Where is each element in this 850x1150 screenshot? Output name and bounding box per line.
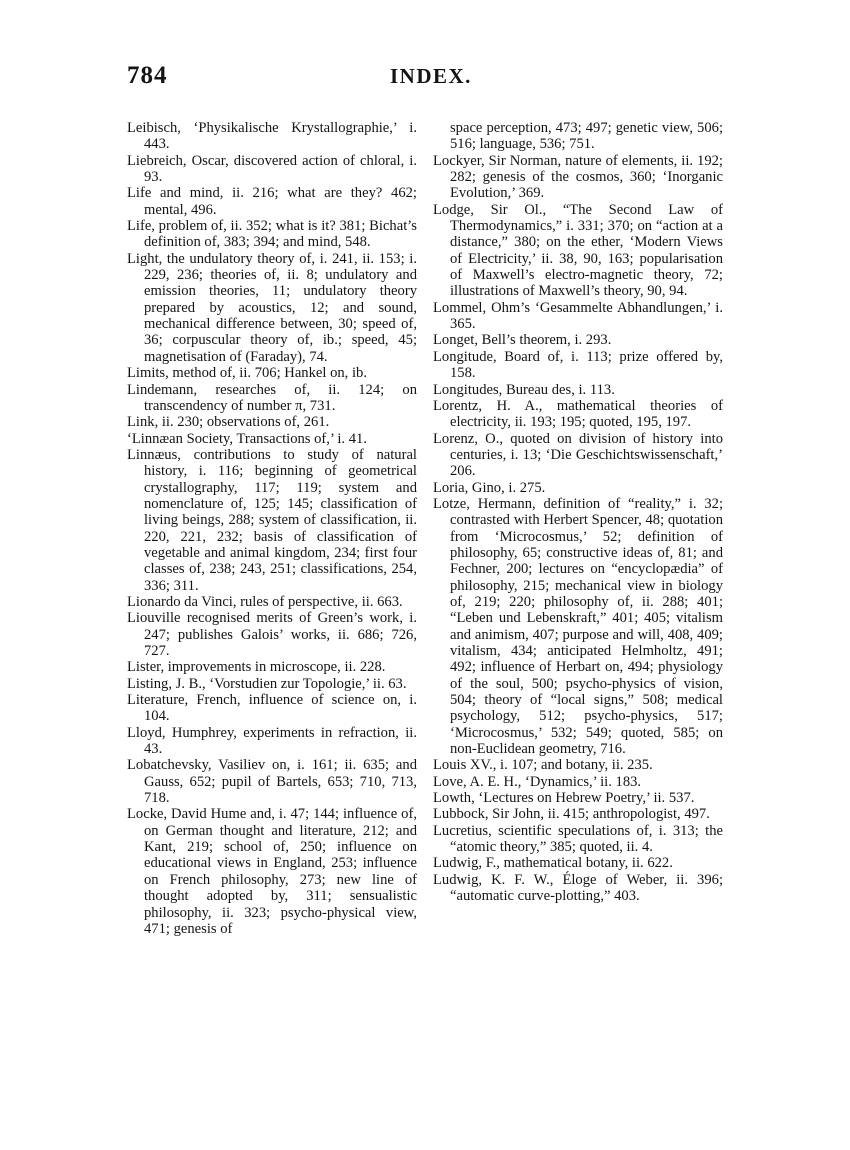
page-number: 784: [127, 62, 168, 89]
index-entry: Life and mind, ii. 216; what are they? 462; mental, 496.: [127, 185, 417, 218]
index-entry: Light, the undulatory theory of, i. 241, ii. 153; i. 229, 236; theories of, ii. 8; undulatory and emission theories, 11; undulatory theory prepared by acoustics, 12; and sound, mechanical difference between, 30; speed of, 36; corpuscular theory of, ib.; speed, 45; magnetisation of (Faraday), 74.: [127, 250, 417, 365]
index-column-left: [127, 120, 417, 937]
index-entry: Longet, Bell’s theorem, i. 293.: [433, 332, 612, 349]
index-entry: Leibisch, ‘Physikalische Krystallographie,’ i. 443.: [127, 120, 417, 153]
index-entry: Liouville recognised merits of Green’s work, i. 247; publishes Galois’ works, ii. 686; 726, 727.: [127, 610, 417, 659]
index-entry: Longitudes, Bureau des, i. 113.: [433, 381, 615, 398]
index-entry: Lloyd, Humphrey, experiments in refraction, ii. 43.: [127, 724, 417, 758]
index-entry: Longitude, Board of, i. 113; prize offered by, 158.: [433, 348, 723, 382]
index-entry: Linnæus, contributions to study of natural history, i. 116; beginning of geometrical crystallography, 117; 119; system and nomenclature of, 125; 145; classification of living beings, 288; system of classification, ii. 220, 221, 232; basis of classification of vegetable and animal kingdom, 234; first four classes of, 238; 243, 251; classifications, 254, 336; 311.: [127, 446, 417, 594]
index-column-right: [433, 120, 723, 905]
index-entry: Lorentz, H. A., mathematical theories of electricity, ii. 193; 195; quoted, 195, 197.: [433, 397, 723, 431]
index-entry: Ludwig, K. F. W., Éloge of Weber, ii. 396; “automatic curve-plotting,” 403.: [433, 871, 723, 905]
index-entry: Love, A. E. H., ‘Dynamics,’ ii. 183.: [433, 773, 642, 790]
index-entry: Loria, Gino, i. 275.: [433, 479, 546, 496]
index-entry: Lowth, ‘Lectures on Hebrew Poetry,’ ii. 537.: [433, 790, 695, 807]
index-entry: Listing, J. B., ‘Vorstudien zur Topologie,’ ii. 63.: [127, 675, 407, 692]
running-head: INDEX.: [390, 64, 472, 88]
index-entry: Limits, method of, ii. 706; Hankel on, ib.: [127, 365, 367, 382]
index-entry: Lubbock, Sir John, ii. 415; anthropologist, 497.: [433, 806, 710, 823]
index-entry: Lucretius, scientific speculations of, i. 313; the “atomic theory,” 385; quoted, ii. 4.: [433, 822, 723, 856]
index-entry: Lodge, Sir Ol., “The Second Law of Thermodynamics,” i. 331; 370; on “action at a distance,” 380; on the ether, ‘Modern Views of Electricity,’ ii. 38, 90, 163; popularisation of Maxwell’s electro-magnetic theory, 72; illustrations of Maxwell’s theory, 90, 94.: [433, 201, 723, 300]
index-entry: Lobatchevsky, Vasiliev on, i. 161; ii. 635; and Gauss, 652; pupil of Bartels, 653; 710, 713, 718.: [127, 757, 417, 807]
index-entry: Locke, David Hume and, i. 47; 144; influence of, on German thought and literature, 212; and Kant, 219; school of, 250; influence on educational views in England, 253; influence on French philosophy, 273; new line of thought adopted by, 311; sensualistic philosophy, ii. 323; psycho-physical view, 471; genesis of: [127, 806, 417, 937]
index-entry: Lionardo da Vinci, rules of perspective, ii. 663.: [127, 593, 403, 610]
index-entry: Life, problem of, ii. 352; what is it? 381; Bichat’s definition of, 383; 394; and mind, 548.: [127, 218, 417, 251]
index-entry: Lommel, Ohm’s ‘Gesammelte Abhandlungen,’ i. 365.: [433, 299, 723, 333]
index-entry: Literature, French, influence of science on, i. 104.: [127, 692, 417, 725]
index-entry: Lister, improvements in microscope, ii. 228.: [127, 659, 386, 676]
index-entry-continuation: space perception, 473; 497; genetic view, 506; 516; language, 536; 751.: [450, 120, 723, 153]
index-entry: Lindemann, researches of, ii. 124; on transcendency of number π, 731.: [127, 381, 417, 414]
index-entry: Liebreich, Oscar, discovered action of chloral, i. 93.: [127, 152, 417, 186]
index-entry: Lockyer, Sir Norman, nature of elements, ii. 192; 282; genesis of the cosmos, 360; ‘Inorganic Evolution,’ 369.: [433, 152, 723, 202]
index-entry: Ludwig, F., mathematical botany, ii. 622.: [433, 855, 673, 872]
index-entry: Louis XV., i. 107; and botany, ii. 235.: [433, 757, 653, 774]
index-entry: Lotze, Hermann, definition of “reality,” i. 32; contrasted with Herbert Spencer, 48; quotation from ‘Microcosmus,’ 52; definition of philosophy, 65; constructive ideas of, 81; and Fechner, 200; lectures on “encyclopædia” of philosophy, 215; mechanical view in biology of, 219; 220; philosophy of, ii. 288; 401; “Leben und Lebenskraft,” 401; 405; vitalism and animism, 407; purpose and will, 408, 409; vitalism, 434; anticipated Helmholtz, 491; 492; influence of Herbart on, 494; physiology of the soul, 500; psycho-physics of vision, 504; theory of “local signs,” 508; medical psychology, 512; psycho-physics, 517; ‘Microcosmus,’ 532; 549; quoted, 585; on non-Euclidean geometry, 716.: [433, 495, 723, 758]
index-entry: Lorenz, O., quoted on division of history into centuries, i. 13; ‘Die Geschichtswissenschaft,’ 206.: [433, 430, 723, 480]
index-entry: ‘Linnæan Society, Transactions of,’ i. 41.: [127, 430, 367, 447]
index-entry: Link, ii. 230; observations of, 261.: [127, 414, 330, 431]
